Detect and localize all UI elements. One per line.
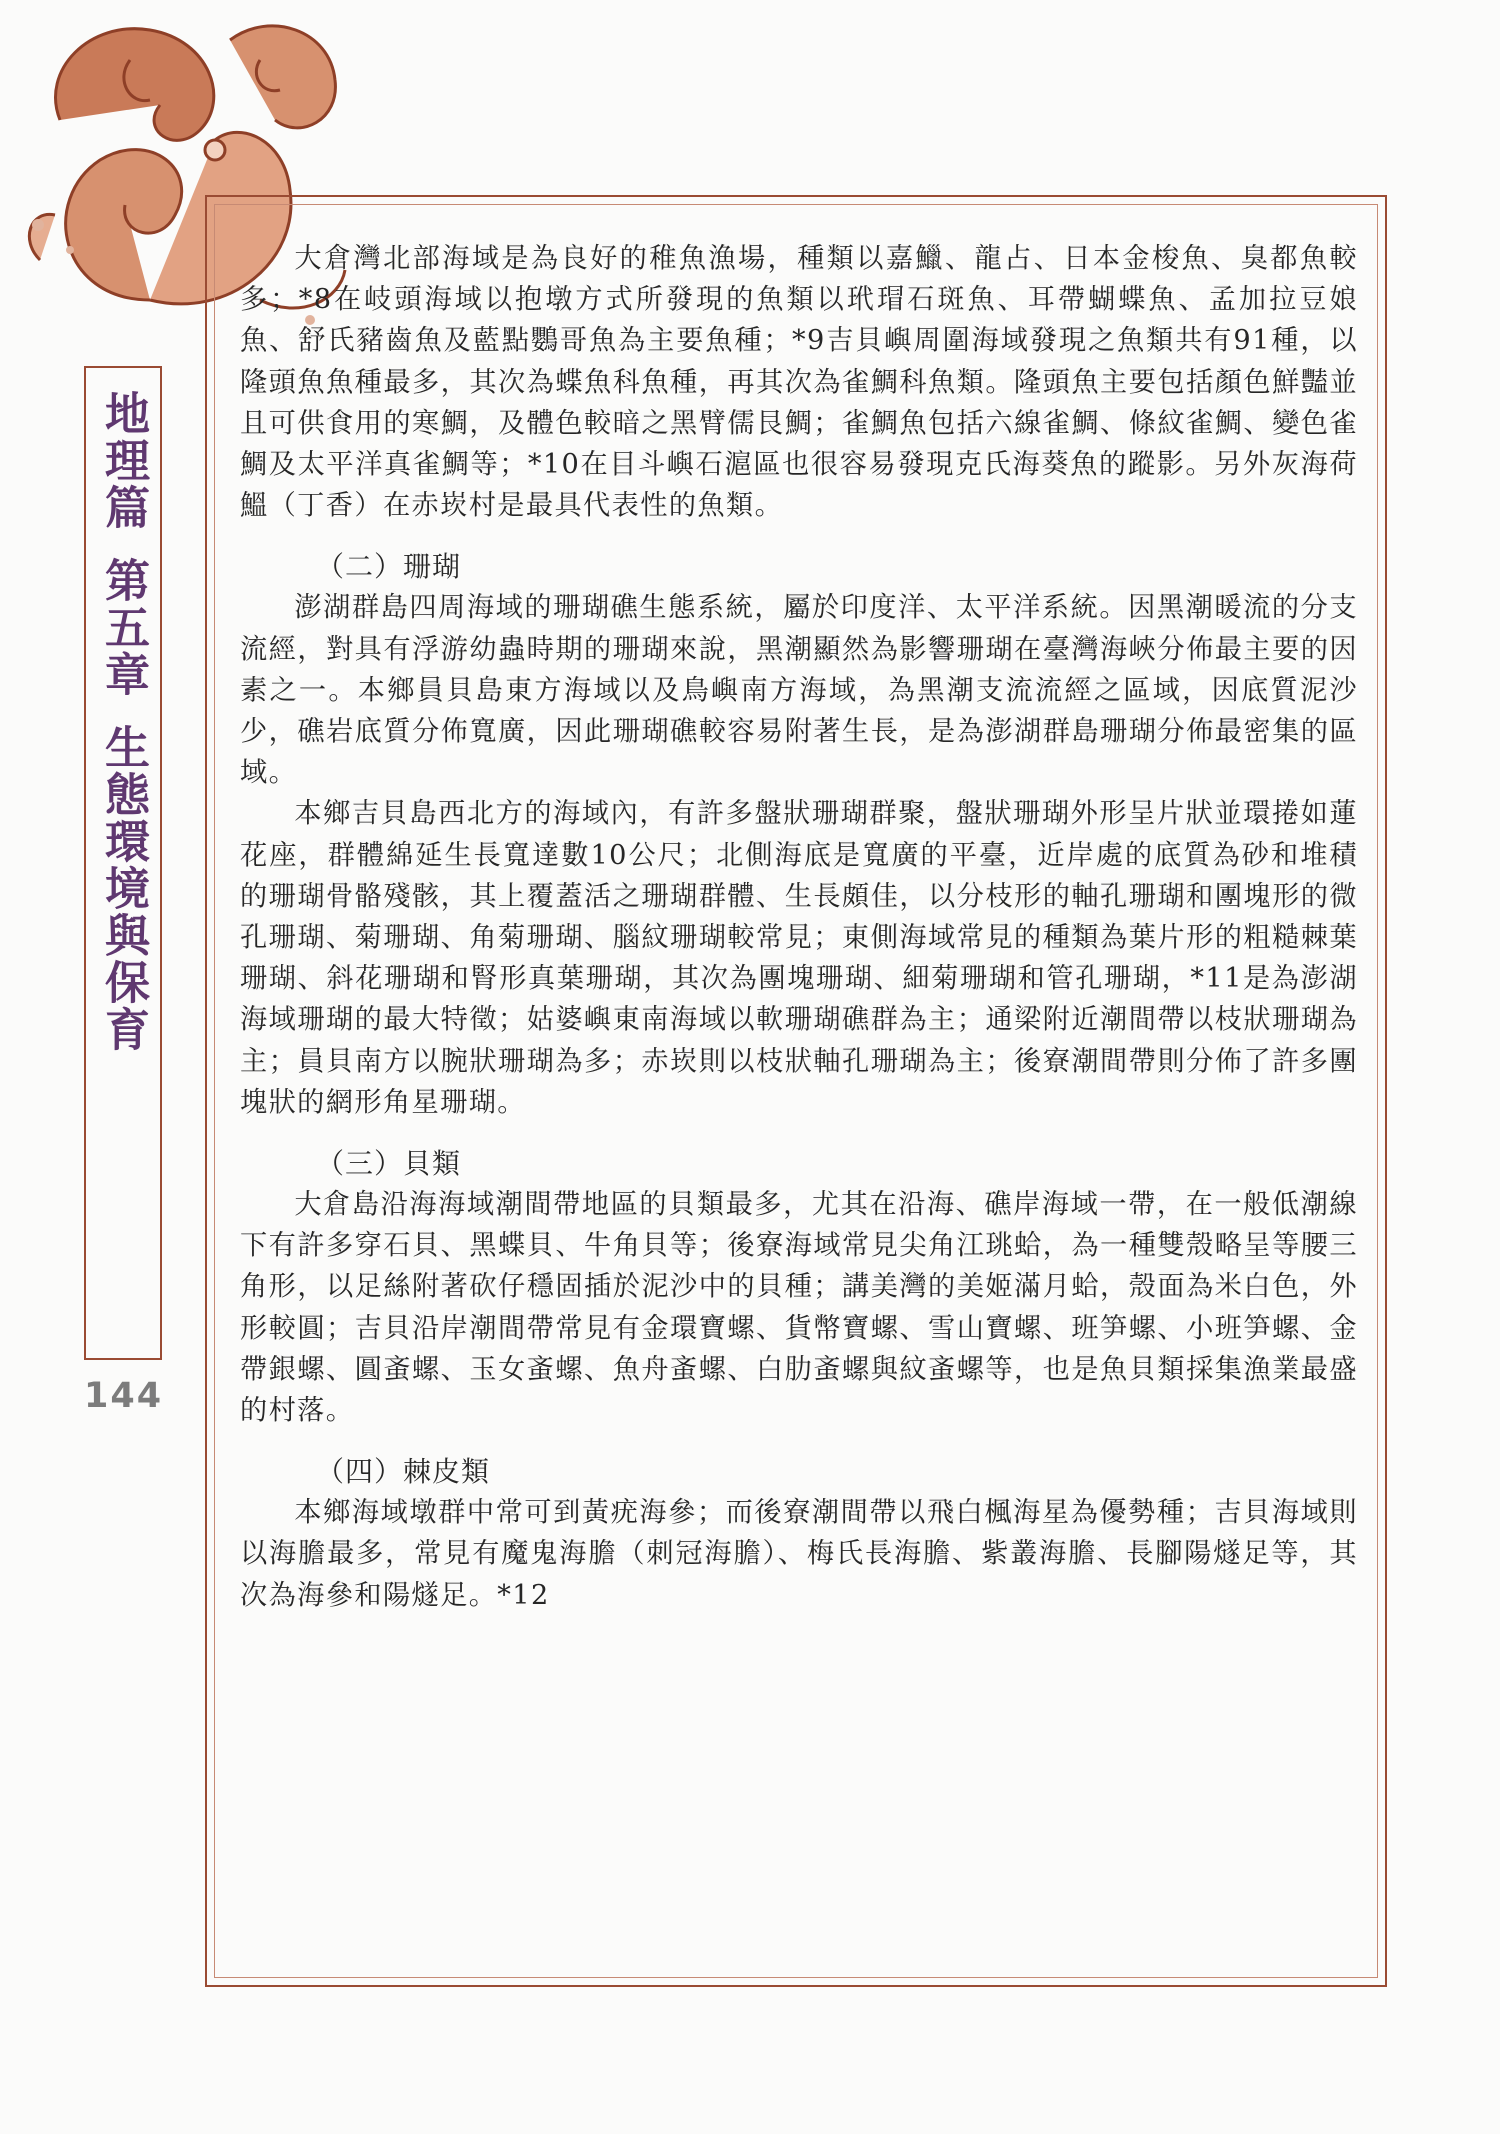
part-label: 地理篇 [97,390,150,531]
fish-paragraph: 大倉灣北部海域是為良好的稚魚漁場，種類以嘉鱲、龍占、日本金梭魚、臭都魚較多；*8在岐頭海域以抱墩方式所發現的魚類以玳瑁石斑魚、耳帶蝴蝶魚、孟加拉豆娘魚、舒氏豬齒魚及藍點鸚哥魚為主要魚種；*9吉貝嶼周圍海域發現之魚類共有91種，以隆頭魚魚種最多，其次為蝶魚科魚種，再其次為雀鯛科魚類。隆頭魚主要包括顏色鮮豔並且可供食用的寒鯛，及體色較暗之黑臂儒艮鯛；雀鯛魚包括六線雀鯛、條紋雀鯛、變色雀鯛及太平洋真雀鯛等；*10在目斗嶼石滬區也很容易發現克氏海葵魚的蹤影。另外灰海荷鰮（丁香）在赤崁村是最具代表性的魚類。 [240,243,1358,522]
shell-paragraph: 大倉島沿海海域潮間帶地區的貝類最多，尤其在沿海、礁岸海域一帶，在一般低潮線下有許多穿石貝、黑蝶貝、牛角貝等；後寮海域常見尖角江珧蛤，為一種雙殼略呈等腰三角形，以足絲附著砍仔穩固插於泥沙中的貝種；講美灣的美姬滿月蛤，殼面為米白色，外形較圓；吉貝沿岸潮間帶常見有金環寶螺、貨幣寶螺、雪山寶螺、班笋螺、小班笋螺、金帶銀螺、圓蚉螺、玉女蚉螺、魚舟蚉螺、白肋蚉螺與紋蚉螺等，也是魚貝類採集漁業最盛的村落。 [240,1189,1358,1427]
page-number: 144 [84,1376,164,1416]
chapter-title: 生態環境與保育 [97,724,150,1053]
echinoderm-paragraph: 本鄉海域墩群中常可到黃疣海參；而後寮潮間帶以飛白楓海星為優勢種；吉貝海域則以海膽最多，常見有魔鬼海膽（刺冠海膽）、梅氏長海膽、紫叢海膽、長腳陽燧足等，其次為海參和陽燧足。*12 [240,1497,1358,1611]
shell-heading: （三）貝類 [316,1147,462,1181]
main-text [240,238,1358,1616]
coral-paragraph-1: 澎湖群島四周海域的珊瑚礁生態系統，屬於印度洋、太平洋系統。因黑潮暖流的分支流經，對具有浮游幼蟲時期的珊瑚來說，黑潮顯然為影響珊瑚在臺灣海峽分佈最主要的因素之一。本鄉員貝島東方海域以及鳥嶼南方海域，為黑潮支流流經之區域，因底質泥沙少，礁岩底質分佈寬廣，因此珊瑚礁較容易附著生長，是為澎湖群島珊瑚分佈最密集的區域。 [240,592,1358,789]
coral-heading: （二）珊瑚 [316,550,462,584]
chapter-sidebar-title [86,390,160,1053]
coral-paragraph-2: 本鄉吉貝島西北方的海域內，有許多盤狀珊瑚群聚，盤狀珊瑚外形呈片狀並環捲如蓮花座，群體綿延生長寬達數10公尺；北側海底是寬廣的平臺，近岸處的底質為砂和堆積的珊瑚骨骼殘骸，其上覆蓋活之珊瑚群體、生長頗佳，以分枝形的軸孔珊瑚和團塊形的微孔珊瑚、菊珊瑚、角菊珊瑚、腦紋珊瑚較常見；東側海域常見的種類為葉片形的粗糙棘葉珊瑚、斜花珊瑚和腎形真葉珊瑚，其次為團塊珊瑚、細菊珊瑚和管孔珊瑚，*11是為澎湖海域珊瑚的最大特徵；姑婆嶼東南海域以軟珊瑚礁群為主；通梁附近潮間帶以枝狀珊瑚為主；員貝南方以腕狀珊瑚為多；赤崁則以枝狀軸孔珊瑚為主；後寮潮間帶則分佈了許多團塊狀的網形角星珊瑚。 [240,798,1358,1118]
echinoderm-heading: （四）棘皮類 [316,1455,491,1489]
chapter-sidebar [84,366,162,1360]
chapter-label: 第五章 [97,557,150,698]
